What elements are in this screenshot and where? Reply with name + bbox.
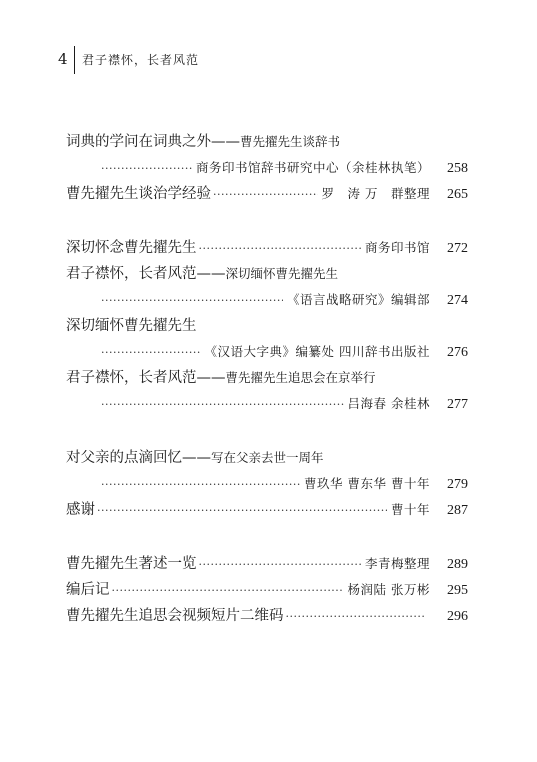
leader-dots <box>286 604 427 630</box>
toc-entry-detail-line <box>66 471 468 497</box>
toc-entry-page: 272 <box>447 241 468 256</box>
toc-entry-title-line <box>66 261 468 287</box>
toc-entry-title: 曹先擢先生谈治学经验 <box>66 186 211 202</box>
toc-entry-title: 词典的学问在词典之外—— <box>66 134 240 150</box>
toc-entry-detail-line <box>66 155 468 181</box>
toc-entry-page: 295 <box>447 583 468 598</box>
leader-dots <box>101 472 300 498</box>
toc-entry-subtitle: 曹先擢先生追思会在京举行 <box>225 370 376 385</box>
toc-entry-title-line <box>66 129 468 155</box>
toc-entry-attribution: 杨润陆 张万彬 <box>347 582 430 597</box>
toc-entry-subtitle: 曹先擢先生谈辞书 <box>240 134 341 149</box>
toc-entry-page: 289 <box>447 557 468 572</box>
toc-entry-detail-line <box>66 339 468 365</box>
toc-entry-title-line <box>66 313 468 339</box>
toc-entry-attribution: 《语言战略研究》编辑部 <box>286 292 430 307</box>
toc-entry-title: 曹先擢先生著述一览 <box>66 556 197 572</box>
toc-entry-attribution: 吕海春 余桂林 <box>347 396 430 411</box>
leader-dots <box>101 288 283 314</box>
toc-entry-title: 君子襟怀，长者风范—— <box>66 370 226 386</box>
toc-entry-page: 296 <box>447 609 468 624</box>
toc-entry-page: 274 <box>447 293 468 308</box>
section-gap <box>66 523 468 551</box>
toc-entry-title: 对父亲的点滴回忆—— <box>66 450 211 466</box>
leader-dots <box>101 340 201 366</box>
toc-entry-attribution: 商务印书馆辞书研究中心（余桂林执笔） <box>195 160 430 175</box>
toc-entry-detail-line <box>66 287 468 313</box>
leader-dots <box>213 182 318 208</box>
toc-entry-title: 曹先擢先生追思会视频短片二维码 <box>66 608 284 624</box>
running-title: 君子襟怀，长者风范 <box>82 53 200 67</box>
toc-entry-attribution: 李青梅整理 <box>364 556 430 571</box>
toc-entry-title: 编后记 <box>66 582 110 598</box>
toc-entry-page: 277 <box>447 397 468 412</box>
toc-entry-line <box>66 235 468 261</box>
leader-dots <box>199 236 361 262</box>
toc-entry-page: 279 <box>447 477 468 492</box>
table-of-contents <box>66 129 468 629</box>
toc-entry-attribution: 商务印书馆 <box>364 240 430 255</box>
toc-entry-line <box>66 577 468 603</box>
toc-entry-page: 287 <box>447 503 468 518</box>
toc-entry-title: 深切缅怀曹先擢先生 <box>66 318 197 334</box>
toc-entry-title-line <box>66 445 468 471</box>
toc-entry-page: 276 <box>447 345 468 360</box>
leader-dots <box>112 578 344 604</box>
toc-entry-attribution: 曹玖华 曹东华 曹十年 <box>304 476 430 491</box>
leader-dots <box>101 156 192 182</box>
toc-entry-page: 258 <box>447 161 468 176</box>
toc-entry-title: 深切怀念曹先擢先生 <box>66 240 197 256</box>
toc-entry-subtitle: 深切缅怀曹先擢先生 <box>225 266 339 281</box>
leader-dots <box>97 498 387 524</box>
toc-entry-title-line <box>66 365 468 391</box>
toc-entry-attribution: 曹十年 <box>390 502 430 517</box>
toc-entry-attribution: 《汉语大字典》编纂处 四川辞书出版社 <box>204 344 430 359</box>
page-number: 4 <box>58 50 68 68</box>
leader-dots <box>199 552 361 578</box>
section-gap <box>66 207 468 235</box>
section-gap <box>66 417 468 445</box>
toc-entry-page: 265 <box>447 187 468 202</box>
toc-entry-line <box>66 181 468 207</box>
toc-entry-line <box>66 497 468 523</box>
toc-entry-attribution: 罗 涛 万 群整理 <box>321 186 430 201</box>
toc-entry-line <box>66 551 468 577</box>
toc-entry-title: 感谢 <box>66 502 95 518</box>
leader-dots <box>101 392 344 418</box>
header-divider <box>74 46 76 74</box>
toc-entry-subtitle: 写在父亲去世一周年 <box>211 450 324 465</box>
toc-entry-detail-line <box>66 391 468 417</box>
running-header <box>58 46 199 74</box>
toc-entry-line <box>66 603 468 629</box>
toc-entry-title: 君子襟怀，长者风范—— <box>66 266 226 282</box>
